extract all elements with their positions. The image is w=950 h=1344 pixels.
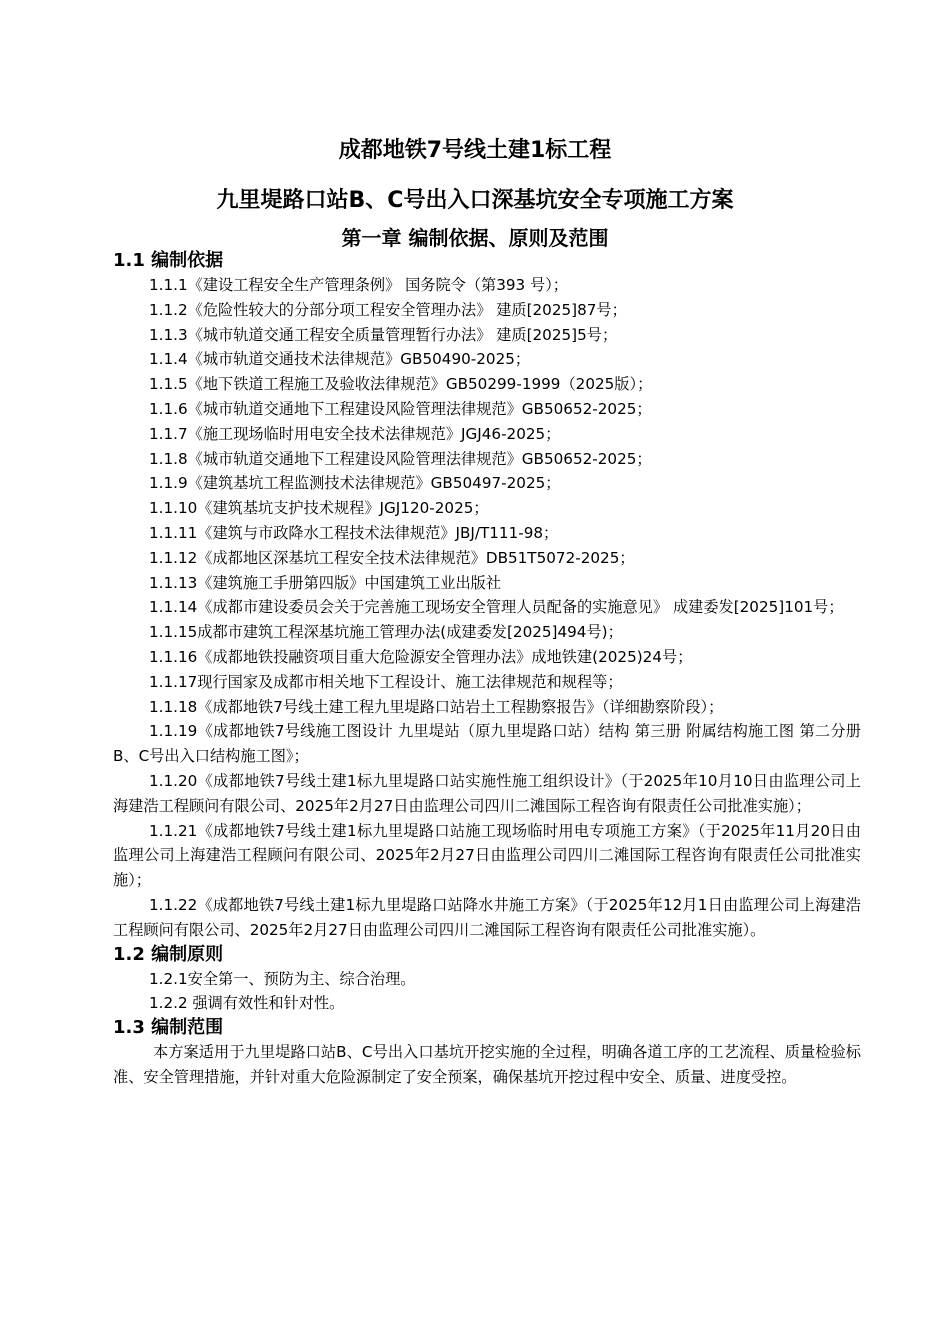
basis-item: 1.1.1《建设工程安全生产管理条例》 国务院令（第393 号）； bbox=[149, 276, 568, 294]
basis-item: 1.1.18《成都地铁7号线土建工程九里堤路口站岩土工程勘察报告》（详细勘察阶段）； bbox=[149, 697, 724, 716]
chapter-title: 第一章 编制依据、原则及范围 bbox=[341, 226, 609, 250]
basis-item: 1.1.10《建筑基坑支护技术规程》JGJ120-2025； bbox=[149, 499, 489, 518]
section-heading-1-2: 1.2 编制原则 bbox=[113, 943, 224, 965]
plan-title: 九里堤路口站B、C号出入口深基坑安全专项施工方案 bbox=[216, 188, 734, 213]
document-body bbox=[113, 249, 861, 1090]
basis-item: 1.1.17现行国家及成都市相关地下工程设计、施工法律规范和规程等； bbox=[149, 672, 623, 691]
principle-item: 1.2.1安全第一、预防为主、综合治理。 bbox=[149, 969, 416, 988]
basis-list bbox=[113, 273, 861, 943]
project-title: 成都地铁7号线土建1标工程 bbox=[338, 138, 612, 163]
basis-item: 1.1.14《成都市建设委员会关于完善施工现场安全管理人员配备的实施意见》 成建委发[2025]101号； bbox=[149, 598, 844, 617]
section-heading-1-1: 1.1 编制依据 bbox=[113, 250, 224, 271]
basis-item: 1.1.22《成都地铁7号线土建1标九里堤路口站降水井施工方案》（于2025年12月1日由监理公司上海建浩工程顾问有限公司、2025年2月27日由监理公司四川二滩国际工程咨询有限责任公司批准实施）。 bbox=[113, 895, 861, 939]
basis-item: 1.1.13《建筑施工手册第四版》中国建筑工业出版社 bbox=[149, 573, 502, 592]
basis-item: 1.1.20《成都地铁7号线土建1标九里堤路口站实施性施工组织设计》（于2025年10月10日由监理公司上海建浩工程顾问有限公司、2025年2月27日由监理公司四川二滩国际工程咨询有限责任公司批准实施）； bbox=[113, 771, 861, 815]
basis-item: 1.1.8《城市轨道交通地下工程建设风险管理法律规范》GB50652-2025； bbox=[149, 449, 652, 468]
basis-item: 1.1.9《建筑基坑工程监测技术法律规范》GB50497-2025； bbox=[149, 474, 561, 493]
basis-item: 1.1.12《成都地区深基坑工程安全技术法律规范》DB51T5072-2025； bbox=[149, 548, 635, 567]
basis-item: 1.1.2《危险性较大的分部分项工程安全管理办法》 建质[2025]87号； bbox=[149, 300, 627, 319]
basis-item: 1.1.16《成都地铁投融资项目重大危险源安全管理办法》成地铁建(2025)24号； bbox=[149, 647, 693, 666]
principle-item: 1.2.2 强调有效性和针对性。 bbox=[149, 994, 345, 1013]
basis-item: 1.1.5《地下铁道工程施工及验收法律规范》GB50299-1999（2025版）； bbox=[149, 375, 653, 394]
basis-item: 1.1.11《建筑与市政降水工程技术法律规范》JBJ/T111-98； bbox=[149, 523, 559, 542]
section-heading-1-3: 1.3 编制范围 bbox=[113, 1017, 224, 1039]
basis-item: 1.1.6《城市轨道交通地下工程建设风险管理法律规范》GB50652-2025； bbox=[149, 399, 652, 418]
basis-item: 1.1.21《成都地铁7号线土建1标九里堤路口站施工现场临时用电专项施工方案》（于2025年11月20日由监理公司上海建浩工程顾问有限公司、2025年2月27日由监理公司四川二滩国际工程咨询有限责任公司批准实施）； bbox=[113, 821, 861, 890]
scope-paragraph: 本方案适用于九里堤路口站B、C号出入口基坑开挖实施的全过程，明确各道工序的工艺流程、质量检验标准、安全管理措施，并针对重大危险源制定了安全预案，确保基坑开挖过程中安全、质量、进度受控。 bbox=[113, 1043, 861, 1086]
basis-item: 1.1.7《施工现场临时用电安全技术法律规范》JGJ46-2025； bbox=[149, 424, 561, 443]
basis-item: 1.1.19《成都地铁7号线施工图设计 九里堤站（原九里堤路口站）结构 第三册 附属结构施工图 第二分册 B、C号出入口结构施工图》； bbox=[113, 722, 861, 766]
basis-item: 1.1.3《城市轨道交通工程安全质量管理暂行办法》 建质[2025]5号； bbox=[149, 325, 618, 344]
basis-item: 1.1.4《城市轨道交通技术法律规范》GB50490-2025； bbox=[149, 350, 531, 369]
basis-item: 1.1.15成都市建筑工程深基坑施工管理办法(成建委发[2025]494号)； bbox=[149, 623, 623, 642]
principle-list bbox=[113, 967, 861, 1017]
